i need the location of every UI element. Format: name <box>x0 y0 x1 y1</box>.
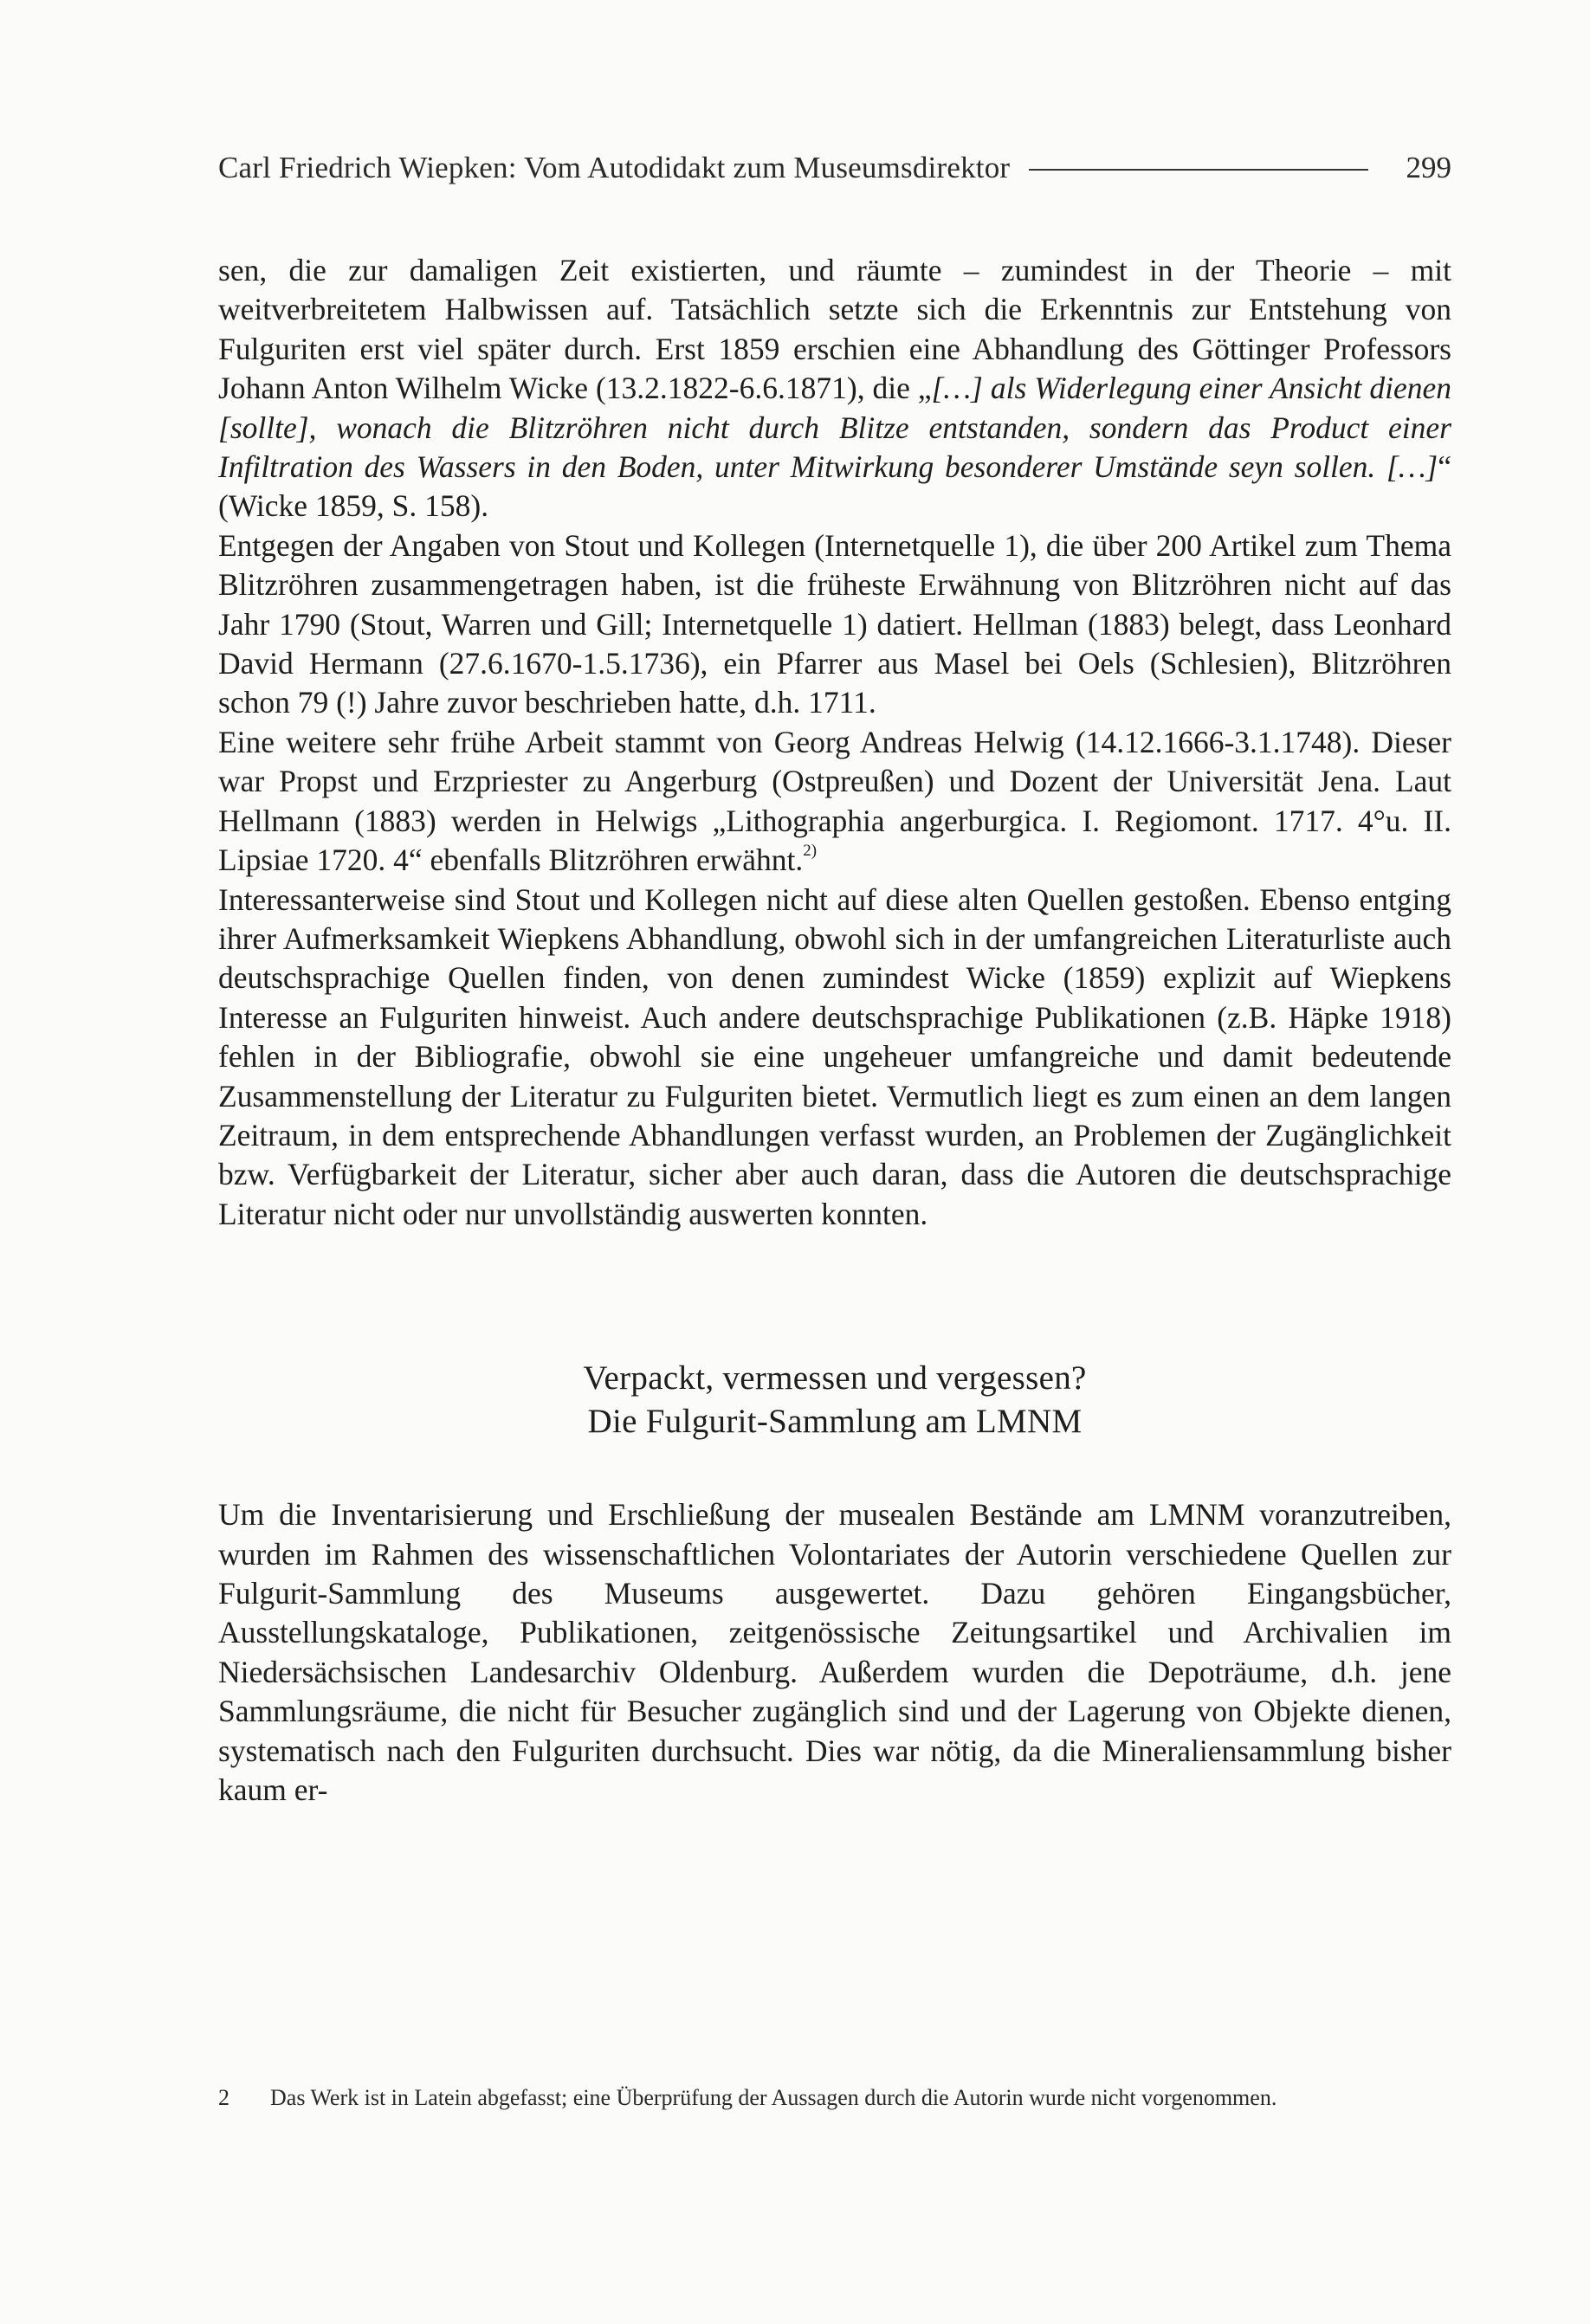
paragraph-3-text: Eine weitere sehr frühe Arbeit stammt von Georg Andreas Helwig (14.12.1666-3.1.1748). Dieser war Propst und Erzpriester zu Angerburg (Ostpreußen) und Dozent der Universität Jena. Laut Hellmann (1883) werden in Helwigs „Lithographia angerburgica. I. Regiomont. 1717. 4°u. II. Lipsiae 1720. 4“ ebenfalls Blitzröhren erwähnt. <box>218 724 1451 878</box>
section-heading-line-1: Verpackt, vermessen und vergessen? <box>583 1359 1087 1398</box>
footnote <box>218 2083 1451 2112</box>
footnote-text: Das Werk ist in Latein abgefasst; eine Überprüfung der Aussagen durch die Autorin wurde nicht vorgenommen. <box>270 2085 1277 2110</box>
body-text <box>218 251 1451 1234</box>
running-title: Carl Friedrich Wiepken: Vom Autodidakt zum Museumsdirektor <box>218 151 1011 184</box>
paragraph-2: Entgegen der Angaben von Stout und Kollegen (Internetquelle 1), die über 200 Artikel zum Thema Blitzröhren zusammengetragen haben, ist die früheste Erwähnung von Blitzröhren nicht auf das Jahr 1790 (Stout, Warren und Gill; Internetquelle 1) datiert. Hellman (1883) belegt, dass Leonhard David Hermann (27.6.1670-1.5.1736), ein Pfarrer aus Masel bei Oels (Schlesien), Blitzröhren schon 79 (!) Jahre zuvor beschrieben hatte, d.h. 1711. <box>218 527 1451 720</box>
footnote-number: 2 <box>218 2085 229 2110</box>
section-heading <box>218 1357 1451 1443</box>
paragraph-3 <box>218 723 1451 881</box>
footnote-ref[interactable]: 2) <box>803 842 818 861</box>
section-body <box>218 1495 1451 1810</box>
paragraph-1 <box>218 251 1451 526</box>
header-rule <box>1029 169 1367 171</box>
wicke-quote: […] als Widerlegung einer Ansicht dienen [sollte], wonach die Blitzröhren nicht durch Blitze entstanden, sondern das Product einer Infiltration des Wassers in den Boden, unter Mitwirkung besonderer Umstände seyn sollen. […] <box>218 371 1452 485</box>
paragraph-4: Interessanterweise sind Stout und Kollegen nicht auf diese alten Quellen gestoßen. Ebenso entging ihrer Aufmerksamkeit Wiepkens Abhandlung, obwohl sich in der umfangreichen Literaturliste auch deutschsprachige Quellen finden, von denen zumindest Wicke (1859) explizit auf Wiepkens Interesse an Fulguriten hinweist. Auch andere deutschsprachige Publikationen (z.B. Häpke 1918) fehlen in der Bibliografie, obwohl sie eine ungeheuer umfangreiche und damit bedeutende Zusammenstellung der Literatur zu Fulguriten bietet. Vermutlich liegt es zum einen an dem langen Zeitraum, in dem entsprechende Abhandlungen verfasst wurden, an Problemen der Zugänglichkeit bzw. Verfügbarkeit der Literatur, sicher aber auch daran, dass die Autoren die deutschsprachige Literatur nicht oder nur unvollständig auswerten konnten. <box>218 881 1451 1231</box>
running-header <box>218 149 1451 187</box>
section-paragraph: Um die Inventarisierung und Erschließung der musealen Bestände am LMNM voranzutreiben, wurden im Rahmen des wissenschaftlichen Volontariates der Autorin verschiedene Quellen zur Fulgurit-Sammlung des Museums ausgewertet. Dazu gehören Eingangsbücher, Ausstellungskataloge, Publikationen, zeitgenössische Zeitungsartikel und Archivalien im Niedersächsischen Landesarchiv Oldenburg. Außerdem wurden die Depoträume, d.h. jene Sammlungsräume, die nicht für Besucher zugänglich sind und der Lagerung von Objekte dienen, systematisch nach den Fulguriten durchsucht. Dies war nötig, da die Mineraliensammlung bisher kaum er- <box>218 1497 1451 1807</box>
footnotes <box>218 2083 1451 2112</box>
page <box>218 149 1451 1810</box>
paragraph-1-text: sen, die zur damaligen Zeit existierten, und räumte – zumindest in der Theorie – mit weitverbreitetem Halbwissen auf. Tatsächlich setzte sich die Erkenntnis zur Entstehung von Fulguriten erst viel später durch. Erst 1859 erschien eine Abhandlung des Göttinger Professors Johann Anton Wilhelm Wicke (13.2.1822-6.6.1871), die „ <box>218 253 1451 406</box>
page-number: 299 <box>1406 151 1451 184</box>
section-heading-line-2: Die Fulgurit-Sammlung am LMNM <box>587 1403 1083 1441</box>
paragraph-1-citation: “ (Wicke 1859, S. 158). <box>218 449 1451 524</box>
